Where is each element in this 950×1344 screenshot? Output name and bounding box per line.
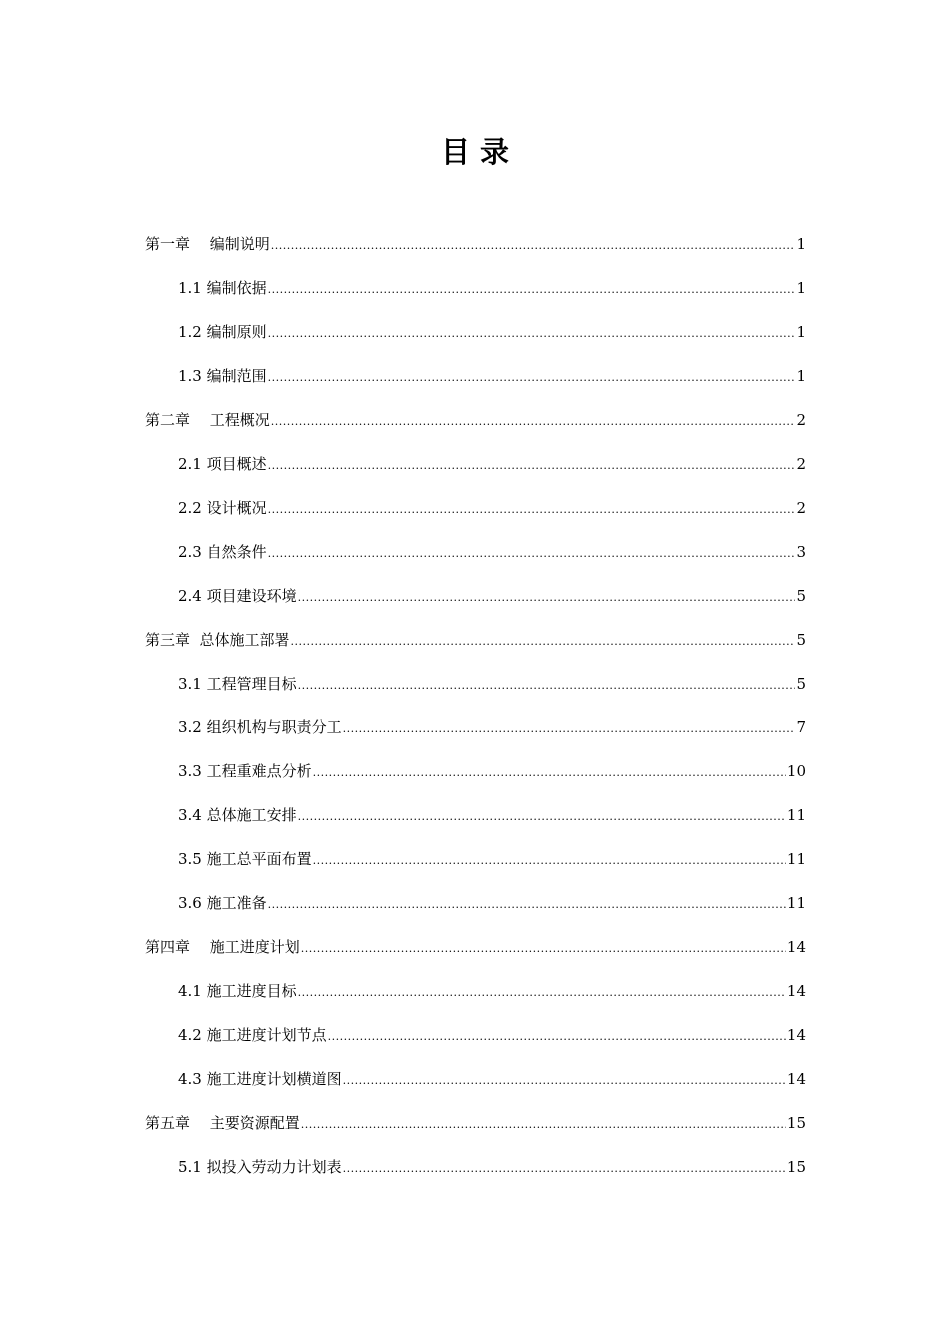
toc-dot-leader	[298, 586, 796, 610]
toc-page-number: 10	[786, 762, 806, 781]
toc-entry-label: 2.4 项目建设环境	[178, 586, 297, 605]
toc-page-number: 2	[796, 454, 806, 473]
toc-entry-label: 3.1 工程管理目标	[178, 674, 297, 693]
toc-page-number: 3	[796, 542, 806, 561]
toc-entry-label: 第二章 工程概况	[145, 410, 270, 429]
toc-entry-label: 1.1 编制依据	[178, 278, 267, 297]
toc-page-number: 11	[786, 850, 806, 869]
toc-entry-label: 1.2 编制原则	[178, 322, 267, 341]
toc-page-number: 1	[796, 235, 806, 253]
toc-page-number: 2	[796, 410, 806, 429]
toc-entry-label: 第四章 施工进度计划	[145, 938, 300, 957]
toc-dot-leader	[343, 1157, 786, 1181]
toc-section-entry[interactable]	[178, 759, 806, 783]
toc-dot-leader	[301, 1113, 786, 1137]
toc-entry-label: 3.6 施工准备	[178, 894, 267, 913]
toc-entry-label: 3.5 施工总平面布置	[178, 850, 312, 869]
page-title: 目录	[440, 135, 519, 169]
toc-section-entry[interactable]	[178, 540, 806, 564]
toc-dot-leader	[298, 805, 786, 829]
toc-page-number: 7	[796, 718, 806, 737]
toc-page-number: 14	[786, 1070, 806, 1089]
toc-page-number: 1	[796, 322, 806, 341]
toc-entry-label: 2.1 项目概述	[178, 454, 267, 473]
toc-dot-leader	[298, 674, 796, 698]
toc-page-number: 5	[796, 674, 806, 693]
toc-page-number: 14	[786, 982, 806, 1001]
toc-dot-leader	[268, 498, 796, 522]
toc-dot-leader	[343, 717, 796, 741]
toc-section-entry[interactable]	[178, 584, 806, 608]
toc-section-entry[interactable]	[178, 803, 806, 827]
toc-entry-label: 2.3 自然条件	[178, 542, 267, 561]
toc-section-entry[interactable]	[178, 847, 806, 871]
toc-chapter-entry[interactable]	[145, 935, 806, 959]
toc-section-entry[interactable]	[178, 1067, 806, 1091]
toc-dot-leader	[271, 234, 796, 258]
toc-entry-label: 1.3 编制范围	[178, 366, 267, 385]
toc-page-number: 14	[786, 938, 806, 957]
toc-entry-label: 3.2 组织机构与职责分工	[178, 718, 342, 737]
toc-page-number: 11	[786, 894, 806, 913]
toc-page-number: 15	[786, 1157, 806, 1176]
toc-dot-leader	[313, 849, 786, 873]
toc-page-number: 11	[786, 806, 806, 825]
toc-section-entry[interactable]	[178, 672, 806, 696]
toc-dot-leader	[298, 981, 786, 1005]
toc-dot-leader	[301, 937, 786, 961]
toc-page-number: 5	[796, 630, 806, 649]
toc-dot-leader	[291, 630, 796, 654]
toc-entry-label: 第三章 总体施工部署	[145, 630, 290, 649]
toc-dot-leader	[268, 278, 796, 302]
toc-section-entry[interactable]	[178, 891, 806, 915]
toc-entry-label: 3.4 总体施工安排	[178, 806, 297, 825]
toc-entry-label: 4.3 施工进度计划横道图	[178, 1070, 342, 1089]
toc-chapter-entry[interactable]	[145, 408, 806, 432]
toc-entry-label: 5.1 拟投入劳动力计划表	[178, 1157, 342, 1176]
toc-section-entry[interactable]	[178, 1155, 806, 1179]
toc-section-entry[interactable]	[178, 496, 806, 520]
toc-chapter-entry[interactable]	[145, 628, 806, 652]
toc-entry-label: 4.1 施工进度目标	[178, 982, 297, 1001]
toc-dot-leader	[268, 322, 796, 346]
toc-section-entry[interactable]	[178, 364, 806, 388]
toc-dot-leader	[268, 366, 796, 390]
toc-page-number: 15	[786, 1114, 806, 1132]
toc-dot-leader	[343, 1069, 786, 1093]
toc-dot-leader	[328, 1025, 786, 1049]
toc-dot-leader	[271, 410, 796, 434]
toc-chapter-entry[interactable]	[145, 1111, 806, 1135]
toc-dot-leader	[268, 542, 796, 566]
toc-entry-label: 2.2 设计概况	[178, 498, 267, 517]
toc-entry-label: 第五章 主要资源配置	[145, 1114, 300, 1132]
toc-page-number: 14	[786, 1026, 806, 1045]
toc-section-entry[interactable]	[178, 276, 806, 300]
toc-chapter-entry[interactable]	[145, 232, 806, 256]
toc-section-entry[interactable]	[178, 979, 806, 1003]
toc-dot-leader	[268, 893, 786, 917]
toc-entry-label: 4.2 施工进度计划节点	[178, 1026, 327, 1045]
toc-entry-label: 第一章 编制说明	[145, 235, 270, 253]
toc-page-number: 2	[796, 498, 806, 517]
toc-page-number: 1	[796, 366, 806, 385]
toc-dot-leader	[313, 761, 786, 785]
toc-page-number: 5	[796, 586, 806, 605]
toc-dot-leader	[268, 454, 796, 478]
toc-section-entry[interactable]	[178, 320, 806, 344]
toc-section-entry[interactable]	[178, 452, 806, 476]
toc-section-entry[interactable]	[178, 715, 806, 739]
toc-entry-label: 3.3 工程重难点分析	[178, 762, 312, 781]
toc-page-number: 1	[796, 278, 806, 297]
toc-section-entry[interactable]	[178, 1023, 806, 1047]
